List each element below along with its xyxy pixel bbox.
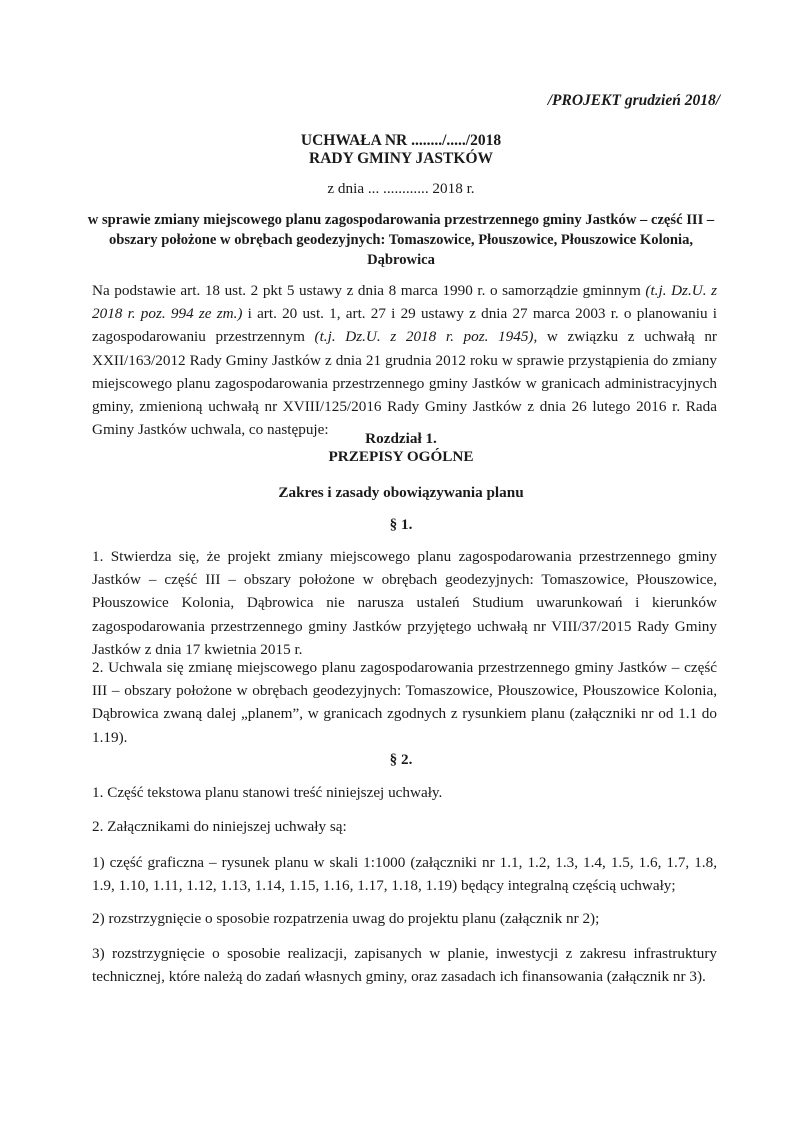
chapter-number: Rozdział 1.	[365, 430, 437, 447]
legal-basis-text-2: i art. 20 ust. 1, art. 27 i 29 ustawy z dnia 27 marca 2003 r. o planowaniu i zagospodarowaniu przestrzennym	[92, 305, 717, 346]
resolution-date: z dnia ... ............ 2018 r.	[327, 180, 475, 197]
attachment-list-item-2: 2) rozstrzygnięcie o sposobie rozpatrzenia uwag do projektu planu (załącznik nr 2);	[92, 910, 600, 927]
section-2-paragraph-1: 1. Część tekstowa planu stanowi treść niniejszej uchwały.	[92, 784, 443, 801]
resolution-number: UCHWAŁA NR ......../...../2018	[300, 132, 502, 149]
legal-basis-text-3: , w związku z uchwałą nr XXII/163/2012 Rady Gminy Jastków z dnia 21 grudnia 2012 roku w sprawie przystąpienia do zmiany miejscowego planu zagospodarowania przestrzennego gminy Jastków w granicach administracyjnych gminy, zmienioną uchwałą nr XVIII/125/2016 Rady Gminy Jastków z dnia 26 lutego 2016 r. Rada Gminy Jastków uchwala, co następuje:	[92, 328, 717, 439]
section-2-paragraph-2: 2. Załącznikami do niniejszej uchwały są:	[92, 818, 347, 835]
resolution-issuer: RADY GMINY JASTKÓW	[309, 150, 493, 167]
section-1-paragraph-1: 1. Stwierdza się, że projekt zmiany miejscowego planu zagospodarowania przestrzennego gminy Jastków – część III – obszary położone w obrębach geodezyjnych: Tomaszowice, Płouszowice, Płouszowice Kolonia, Dąbrowica nie narusza ustaleń Studium uwarunkowań i kierunków zagospodarowania przestrzennego gminy Jastków przyjętego uchwałą nr VIII/37/2015 Rady Gminy Jastków z dnia 17 kwietnia 2015 r.	[92, 548, 717, 658]
attachment-list-item-1: 1) część graficzna – rysunek planu w skali 1:1000 (załączniki nr 1.1, 1.2, 1.3, 1.4, 1.5, 1.6, 1.7, 1.8, 1.9, 1.10, 1.11, 1.12, 1.13, 1.14, 1.15, 1.16, 1.17, 1.18, 1.19) będący integralną częścią uchwały;	[92, 854, 717, 895]
resolution-subject: w sprawie zmiany miejscowego planu zagospodarowania przestrzennego gminy Jastków – część III – obszary położone w obrębach geodezyjnych: Tomaszowice, Płouszowice, Płouszowice Kolonia, Dąbrowica	[87, 212, 715, 268]
legal-basis-paragraph	[92, 279, 717, 441]
chapter-subtitle: Zakres i zasady obowiązywania planu	[278, 484, 524, 501]
section-heading-2: § 2.	[389, 751, 413, 768]
section-heading-1: § 1.	[389, 516, 413, 533]
legal-reference-1: (t.j. Dz.U. z 2018 r. poz. 994 ze zm.)	[92, 282, 717, 323]
legal-basis-text-1: Na podstawie art. 18 ust. 2 pkt 5 ustawy z dnia 8 marca 1990 r. o samorządzie gminnym	[92, 282, 646, 299]
section-1-paragraph-2: 2. Uchwala się zmianę miejscowego planu zagospodarowania przestrzennego gminy Jastków – część III – obszary położone w obrębach geodezyjnych: Tomaszowice, Płouszowice, Płouszowice Kolonia, Dąbrowica zwaną dalej „planem”, w granicach zgodnych z rysunkiem planu (załączniki nr od 1.1 do 1.19).	[92, 659, 717, 746]
legal-reference-2: (t.j. Dz.U. z 2018 r. poz. 1945)	[314, 328, 534, 346]
attachment-list-item-3: 3) rozstrzygnięcie o sposobie realizacji, zapisanych w planie, inwestycji z zakresu infrastruktury technicznej, które należą do zadań własnych gminy, oraz zasadach ich finansowania (załącznik nr 3).	[92, 945, 717, 986]
project-label: /PROJEKT grudzień 2018/	[547, 92, 720, 109]
resolution-title	[86, 132, 716, 168]
chapter-heading	[86, 430, 716, 466]
chapter-title: PRZEPISY OGÓLNE	[328, 448, 474, 465]
